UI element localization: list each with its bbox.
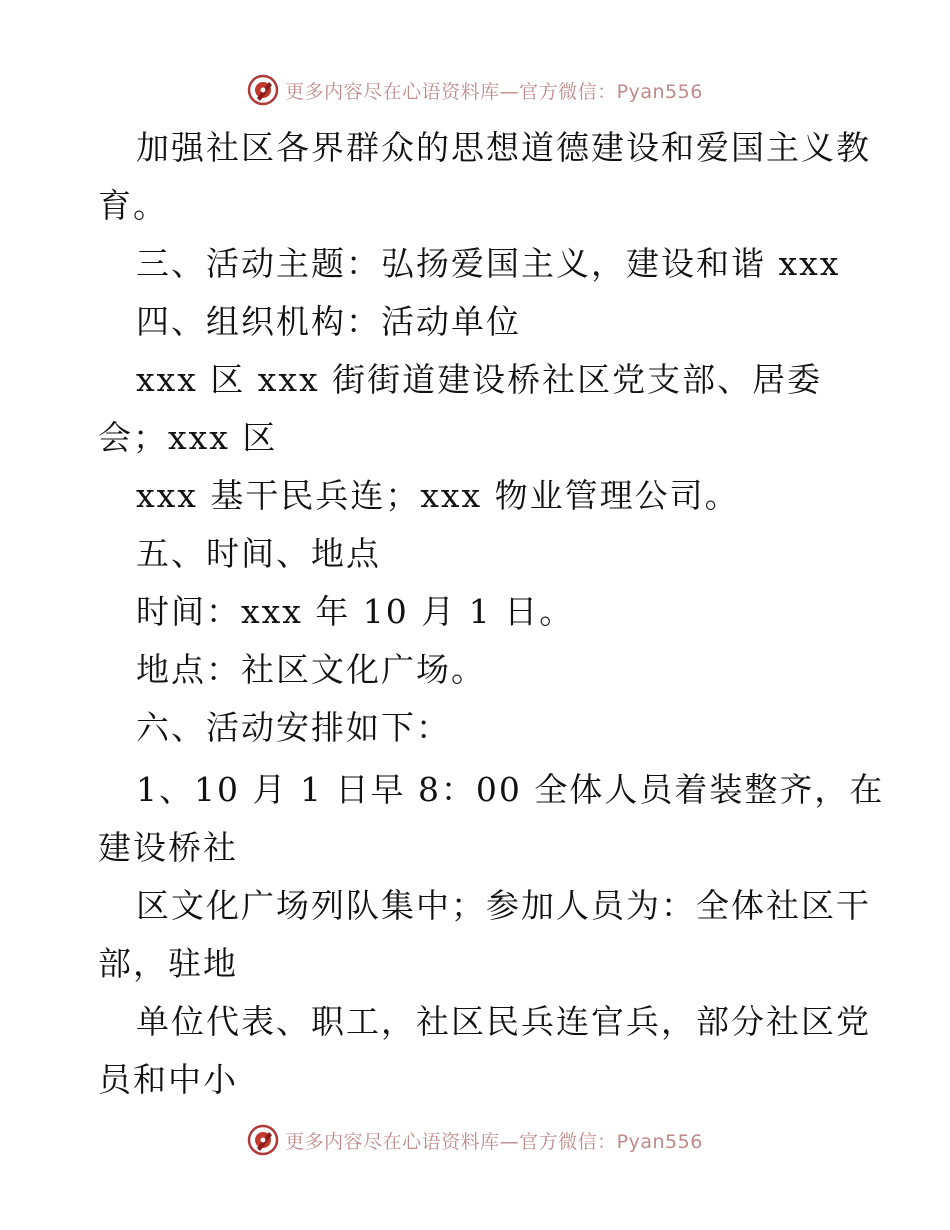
text-line: 加强社区各界群众的思想道德建设和爱国主义教 <box>136 128 871 167</box>
text-line: 六、活动安排如下： <box>136 708 451 747</box>
text-line: 部，驻地 <box>98 944 238 983</box>
watermark-header <box>0 70 950 110</box>
text-line: 员和中小 <box>98 1060 238 1099</box>
watermark-text: 更多内容尽在心语资料库—官方微信：Pyan556 <box>285 80 703 103</box>
text-line: 建设桥社 <box>98 828 238 867</box>
text-line: 会；xxx 区 <box>98 418 278 457</box>
text-line: 单位代表、职工，社区民兵连官兵，部分社区党 <box>136 1002 871 1041</box>
text-line: xxx 区 xxx 街街道建设桥社区党支部、居委 <box>136 360 823 399</box>
text-line: 四、组织机构：活动单位 <box>136 302 521 341</box>
watermark-text: 更多内容尽在心语资料库—官方微信：Pyan556 <box>285 1130 703 1153</box>
text-line: 时间：xxx 年 10 月 1 日。 <box>136 592 575 631</box>
text-line: 区文化广场列队集中；参加人员为：全体社区干 <box>136 886 871 925</box>
watermark-footer <box>0 1120 950 1160</box>
text-line: 1、10 月 1 日早 8：00 全体人员着装整齐，在 <box>136 770 885 809</box>
watermark-banner <box>247 1124 703 1156</box>
red-pen-circle-logo-icon <box>247 74 279 106</box>
text-line: 五、时间、地点 <box>136 534 381 573</box>
text-line: 地点：社区文化广场。 <box>136 650 486 689</box>
red-pen-circle-logo-icon <box>247 1124 279 1156</box>
watermark-banner <box>247 74 703 106</box>
text-line: xxx 基干民兵连；xxx 物业管理公司。 <box>136 476 740 515</box>
text-line: 三、活动主题：弘扬爱国主义，建设和谐 xxx <box>136 244 841 283</box>
text-line: 育。 <box>98 186 168 225</box>
